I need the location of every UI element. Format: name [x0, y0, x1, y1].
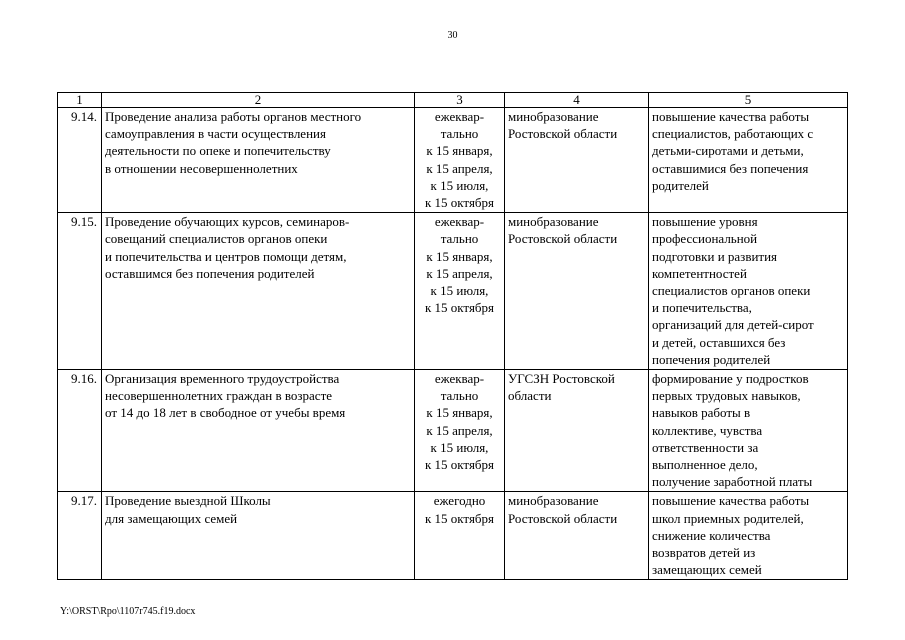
item-action: Проведение анализа работы органов местного самоуправления в части осуществления деятельности по опеке и попечительству в отношении несовершеннолетних [102, 108, 415, 213]
item-executor: минобразование Ростовской области [505, 492, 649, 580]
item-number: 9.14. [58, 108, 102, 213]
column-header: 4 [505, 93, 649, 108]
column-header: 2 [102, 93, 415, 108]
item-action: Проведение обучающих курсов, семинаров- совещаний специалистов органов опеки и попечительства и центров помощи детям, оставшимся без попечения родителей [102, 213, 415, 370]
table-header-row [58, 93, 848, 108]
item-term: ежеквар- тально к 15 января, к 15 апреля, к 15 июля, к 15 октября [415, 108, 505, 213]
table-row [58, 492, 848, 580]
item-term: ежегодно к 15 октября [415, 492, 505, 580]
file-path-footer: Y:\ORST\Rpo\1107r745.f19.docx [60, 606, 196, 617]
table-row [58, 108, 848, 213]
item-executor: УГСЗН Ростовской области [505, 370, 649, 492]
item-result: повышение качества работы школ приемных родителей, снижение количества возвратов детей из замещающих семей [649, 492, 848, 580]
column-header: 3 [415, 93, 505, 108]
page-number: 30 [447, 30, 458, 41]
item-term: ежеквар- тально к 15 января, к 15 апреля, к 15 июля, к 15 октября [415, 370, 505, 492]
item-number: 9.17. [58, 492, 102, 580]
table-row [58, 213, 848, 370]
item-result: повышение качества работы специалистов, работающих с детьми-сиротами и детьми, оставшимися без попечения родителей [649, 108, 848, 213]
column-header: 5 [649, 93, 848, 108]
item-action: Проведение выездной Школы для замещающих семей [102, 492, 415, 580]
item-number: 9.15. [58, 213, 102, 370]
item-action: Организация временного трудоустройства несовершеннолетних граждан в возрасте от 14 до 18 лет в свободное от учебы время [102, 370, 415, 492]
item-number: 9.16. [58, 370, 102, 492]
item-result: формирование у подростков первых трудовых навыков, навыков работы в коллективе, чувства ответственности за выполненное дело, получение заработной платы [649, 370, 848, 492]
item-term: ежеквар- тально к 15 января, к 15 апреля, к 15 июля, к 15 октября [415, 213, 505, 370]
measures-table [57, 92, 848, 580]
table-row [58, 370, 848, 492]
column-header: 1 [58, 93, 102, 108]
item-executor: минобразование Ростовской области [505, 213, 649, 370]
item-executor: минобразование Ростовской области [505, 108, 649, 213]
item-result: повышение уровня профессиональной подготовки и развития компетентностей специалистов органов опеки и попечительства, организаций для детей-сирот и детей, оставшихся без попечения родителей [649, 213, 848, 370]
